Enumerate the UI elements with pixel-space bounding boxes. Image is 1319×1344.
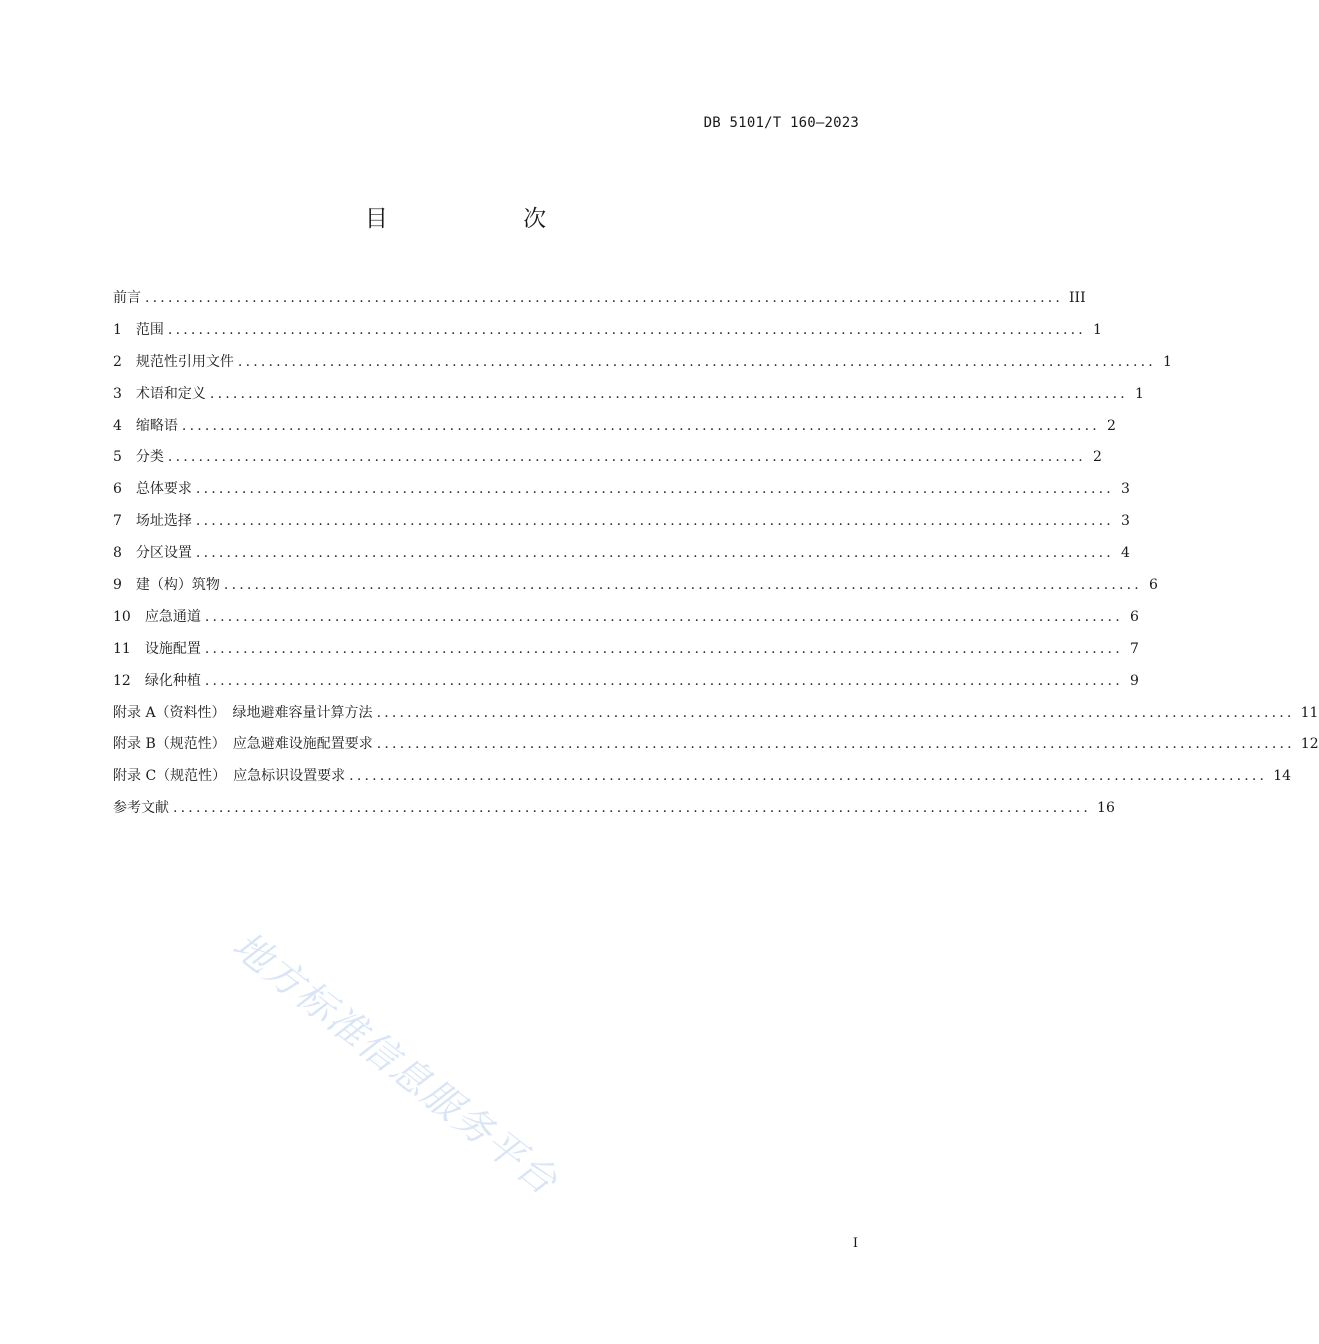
page-number: I [852, 1236, 858, 1251]
toc-entry-leader-dots: ........................................................................................................................ [204, 608, 1123, 625]
toc-entry-page: 12 [1300, 736, 1319, 753]
toc-entry-page: 7 [1129, 640, 1139, 657]
toc-entry-label: 建（构）筑物 [135, 577, 220, 594]
toc-entry[interactable] [113, 474, 1130, 506]
toc-entry-number: 12 [113, 672, 131, 689]
toc-entry[interactable] [113, 793, 1115, 825]
toc-entry-leader-dots: ........................................................................................................................ [349, 768, 1268, 785]
toc-entry[interactable] [113, 729, 1319, 761]
toc-entry-page: 1 [1135, 385, 1144, 402]
toc-entry[interactable] [113, 379, 1144, 411]
toc-entry-label: 参考文献 [113, 800, 169, 817]
toc-entry-number: 11 [113, 640, 131, 657]
toc-entry[interactable] [113, 761, 1292, 793]
toc-entry-page: 16 [1097, 800, 1115, 817]
toc-entry-leader-dots: ........................................................................................................................ [167, 321, 1086, 338]
toc-entry[interactable] [113, 283, 1086, 315]
toc-entry-page: 2 [1107, 417, 1116, 434]
toc-entry-label: 附录 C（规范性） 应急标识设置要求 [113, 768, 346, 785]
toc-entry-label: 应急通道 [144, 608, 201, 625]
toc-entry-number: 10 [113, 608, 131, 625]
toc-entry-page: 1 [1093, 321, 1102, 338]
toc-entry-page: 3 [1121, 513, 1130, 530]
toc-entry-number: 8 [113, 545, 122, 562]
toc-entry-leader-dots: ........................................................................................................................ [195, 481, 1114, 498]
toc-entry-label: 附录 B（规范性） 应急避难设施配置要求 [113, 736, 373, 753]
toc-entry-page: 2 [1093, 449, 1102, 466]
watermark: 地方标准信息服务平台 [224, 922, 567, 1204]
toc-entry-leader-dots: ........................................................................................................................ [195, 513, 1114, 530]
toc-entry-label: 分区设置 [135, 545, 192, 562]
toc-entry-page: 1 [1163, 353, 1172, 370]
toc-entry-label: 前言 [113, 290, 141, 306]
toc-entry-number: 6 [113, 481, 122, 498]
toc-entry-leader-dots: ........................................................................................................................ [204, 640, 1123, 657]
toc-entry-page: III [1069, 290, 1086, 306]
toc-entry-label: 附录 A（资料性） 绿地避难容量计算方法 [113, 704, 373, 721]
toc-entry-page: 3 [1121, 481, 1130, 498]
toc-entry-label: 范围 [135, 321, 164, 338]
toc-entry-number: 3 [113, 385, 122, 402]
toc-entry-leader-dots: ........................................................................................................................ [376, 704, 1295, 721]
toc-entry-label: 设施配置 [144, 640, 201, 657]
toc-entry[interactable] [113, 315, 1102, 347]
toc-entry[interactable] [113, 411, 1116, 443]
toc-entry-leader-dots: ........................................................................................................................ [204, 672, 1123, 689]
toc-entry[interactable] [113, 347, 1172, 379]
toc-entry-leader-dots: ........................................................................................................................ [223, 577, 1142, 594]
toc-entry-page: 9 [1129, 672, 1139, 689]
toc-entry[interactable] [113, 538, 1130, 570]
toc-entry-page: 14 [1273, 768, 1292, 785]
table-of-contents [113, 283, 1319, 825]
toc-entry-leader-dots: ........................................................................................................................ [145, 290, 1064, 306]
toc-entry-number: 9 [113, 577, 122, 594]
toc-entry-label: 绿化种植 [144, 672, 201, 689]
page-title: 目 次 [364, 206, 611, 232]
toc-entry-leader-dots: ........................................................................................................................ [167, 449, 1086, 466]
toc-entry-label: 场址选择 [135, 513, 192, 530]
toc-entry-number: 5 [113, 449, 122, 466]
toc-entry-label: 缩略语 [135, 417, 178, 434]
toc-entry-number: 2 [113, 353, 122, 370]
toc-entry-leader-dots: ........................................................................................................................ [181, 417, 1100, 434]
toc-entry[interactable] [113, 570, 1158, 602]
toc-entry-page: 6 [1129, 608, 1139, 625]
toc-entry[interactable] [113, 442, 1102, 474]
document-code: DB 5101/T 160—2023 [703, 115, 859, 131]
toc-entry-label: 规范性引用文件 [135, 353, 234, 370]
toc-entry-leader-dots: ........................................................................................................................ [209, 385, 1128, 402]
toc-entry-label: 术语和定义 [135, 385, 206, 402]
toc-entry-page: 11 [1300, 704, 1319, 721]
toc-entry-leader-dots: ........................................................................................................................ [237, 353, 1156, 370]
toc-entry[interactable] [113, 666, 1139, 698]
toc-entry-number: 7 [113, 513, 122, 530]
toc-entry-number: 1 [113, 321, 122, 338]
toc-entry-label: 总体要求 [135, 481, 192, 498]
toc-entry-leader-dots: ........................................................................................................................ [376, 736, 1295, 753]
toc-entry[interactable] [113, 698, 1319, 730]
toc-entry[interactable] [113, 506, 1130, 538]
toc-entry-label: 分类 [135, 449, 164, 466]
toc-entry[interactable] [113, 634, 1139, 666]
toc-entry-leader-dots: ........................................................................................................................ [173, 800, 1092, 817]
toc-entry[interactable] [113, 602, 1139, 634]
toc-entry-leader-dots: ........................................................................................................................ [195, 545, 1114, 562]
toc-entry-page: 4 [1121, 545, 1130, 562]
toc-entry-page: 6 [1149, 577, 1158, 594]
toc-entry-number: 4 [113, 417, 122, 434]
